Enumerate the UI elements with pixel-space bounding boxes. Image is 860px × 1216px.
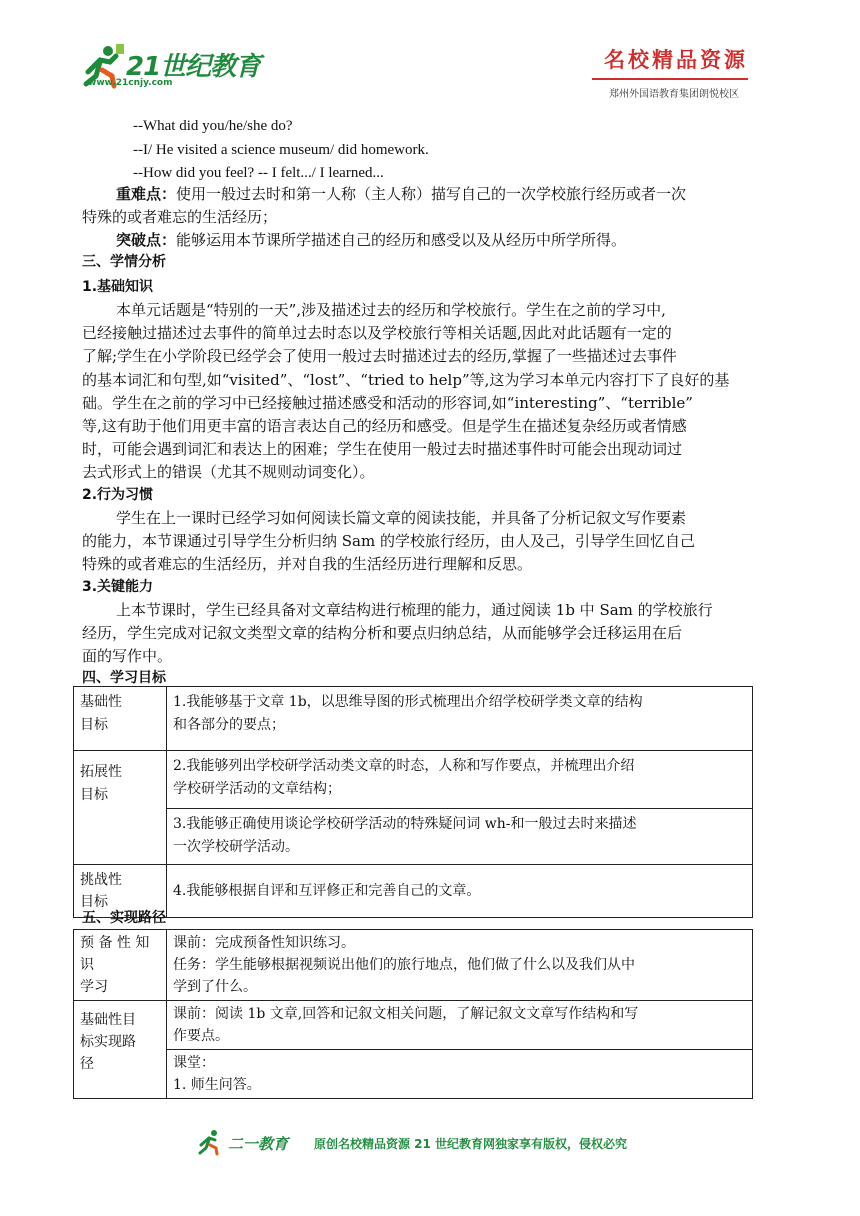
goal-category-cell (74, 687, 167, 751)
para3-line: 经历，学生完成对记叙文类型文章的结构分析和要点归纳总结，从而能够学会迁移运用在后 (82, 624, 683, 642)
para1-line: 了解;学生在小学阶段已经学会了使用一般过去时描述过去的经历,掌握了一些描述过去事件 (82, 347, 677, 365)
learning-goals-table (73, 686, 753, 918)
brand-block (586, 44, 766, 100)
dialogue-line-2: --I/ He visited a science museum/ did homework. (133, 142, 429, 158)
goal-cell (167, 809, 753, 865)
goal-category: 基础性 (80, 694, 122, 710)
path-category: 识 (80, 957, 94, 973)
para1-line: 等,这有助于他们用更丰富的语言表达自己的经历和感受。但是学生在描述复杂经历或者情感 (82, 417, 687, 435)
path-cell (167, 930, 753, 1001)
goal-cell (167, 687, 753, 751)
path-text: 任务：学生能够根据视频说出他们的旅行地点，他们做了什么以及我们从中 (173, 957, 635, 973)
para2-line: 的能力，本节课通过引导学生分析归纳 Sam 的学校旅行经历，由人及己，引导学生回忆自己 (82, 532, 695, 550)
goal-category: 挑战性 (80, 872, 122, 888)
footer-copyright: 原创名校精品资源 21 世纪教育网独家享有版权，侵权必究 (314, 1137, 628, 1151)
runner-logo-icon (196, 1128, 224, 1156)
path-category-cell (74, 1001, 167, 1099)
footer-brand: 二一教育 (228, 1135, 289, 1153)
path-category: 径 (80, 1056, 94, 1072)
path-category: 标实现路 (80, 1034, 136, 1050)
goal-cell (167, 751, 753, 809)
goal-text: 4.我能够根据自评和互评修正和完善自己的文章。 (173, 882, 481, 899)
logo-url: www.21cnjy.com (88, 78, 173, 88)
page-footer (196, 1128, 676, 1158)
site-logo[interactable] (78, 42, 278, 94)
dialogue-line-3: --How did you feel? -- I felt.../ I learned... (133, 165, 384, 181)
breakthrough-points (116, 230, 626, 250)
dialogue-line-1: --What did you/he/she do? (133, 118, 293, 134)
path-text: 学到了什么。 (173, 979, 257, 995)
section-heading-5: 五、实现路径 (82, 910, 166, 926)
section-heading-4: 四、学习目标 (82, 670, 166, 686)
goal-cell (167, 865, 753, 918)
section-heading-3: 三、学情分析 (82, 254, 166, 270)
path-category-cell (74, 930, 167, 1001)
implementation-path-table (73, 929, 753, 1099)
path-text: 课前：完成预备性知识练习。 (173, 935, 355, 951)
path-text: 课堂： (173, 1055, 215, 1071)
key-points-text: 使用一般过去时和第一人称（主人称）描写自己的一次学校旅行经历或者一次 (176, 185, 687, 203)
path-category: 基础性目 (80, 1012, 136, 1028)
goal-text: 学校研学活动的文章结构； (173, 781, 341, 797)
table-row (74, 1050, 753, 1099)
para2-line: 学生在上一课时已经学习如何阅读长篇文章的阅读技能，并具备了分析记叙文写作要素 (116, 509, 687, 527)
para3-line: 面的写作中。 (82, 647, 173, 665)
subheading-key-abilities: 3.关键能力 (82, 579, 154, 595)
table-row (74, 751, 753, 809)
goal-text: 和各部分的要点； (173, 717, 285, 733)
goal-category-cell (74, 751, 167, 865)
subheading-behavior-habits: 2.行为习惯 (82, 487, 154, 503)
table-row (74, 687, 753, 751)
brand-divider (592, 78, 748, 80)
path-cell (167, 1050, 753, 1099)
page-header (0, 0, 860, 110)
key-points-cont: 特殊的或者难忘的生活经历； (82, 208, 278, 226)
key-points (116, 184, 686, 204)
para1-line: 时，可能会遇到词汇和表达上的困难；学生在使用一般过去时描述事件时可能会出现动词过 (82, 440, 683, 458)
para3-line: 上本节课时，学生已经具备对文章结构进行梳理的能力，通过阅读 1b 中 Sam 的学校旅行 (116, 601, 713, 619)
goal-text: 2.我能够列出学校研学活动类文章的时态，人称和写作要点，并梳理出介绍 (173, 758, 635, 774)
table-row (74, 1001, 753, 1050)
brand-title: 名校精品资源 (604, 48, 748, 72)
path-category: 学习 (80, 979, 108, 995)
path-text: 作要点。 (173, 1028, 229, 1044)
table-row (74, 930, 753, 1001)
para1-line: 础。学生在之前的学习中已经接触过描述感受和活动的形容词,如“interesting”、“terrible” (82, 394, 693, 412)
path-text: 课前：阅读 1b 文章,回答和记叙文相关问题，了解记叙文文章写作结构和写 (173, 1006, 639, 1022)
table-row (74, 809, 753, 865)
para1-line: 本单元话题是“特别的一天”,涉及描述过去的经历和学校旅行。学生在之前的学习中, (116, 301, 666, 319)
breakthrough-text: 能够运用本节课所学描述自己的经历和感受以及从经历中所学所得。 (176, 231, 627, 249)
key-points-label: 重难点： (116, 185, 177, 203)
para1-line: 已经接触过描述过去事件的简单过去时态以及学校旅行等相关话题,因此对此话题有一定的 (82, 324, 672, 342)
breakthrough-label: 突破点： (116, 231, 177, 249)
path-cell (167, 1001, 753, 1050)
table-row (74, 865, 753, 918)
path-category: 预 备 性 知 (80, 935, 150, 951)
goal-category: 目标 (80, 894, 108, 910)
goal-text: 1.我能够基于文章 1b，以思维导图的形式梳理出介绍学校研学类文章的结构 (173, 694, 643, 710)
goal-category: 拓展性 (80, 764, 122, 780)
goal-category: 目标 (80, 787, 108, 803)
goal-category: 目标 (80, 717, 108, 733)
para2-line: 特殊的或者难忘的生活经历，并对自我的生活经历进行理解和反思。 (82, 555, 533, 573)
brand-subtitle: 郑州外国语教育集团朗悦校区 (609, 89, 739, 100)
goal-text: 3.我能够正确使用谈论学校研学活动的特殊疑问词 wh-和一般过去时来描述 (173, 816, 637, 832)
goal-text: 一次学校研学活动。 (173, 839, 299, 855)
para1-line: 的基本词汇和句型,如“visited”、“lost”、“tried to help”等,这为学习本单元内容打下了良好的基 (82, 371, 730, 389)
subheading-basic-knowledge: 1.基础知识 (82, 279, 154, 295)
path-text: 1. 师生问答。 (173, 1077, 261, 1093)
para1-line: 去式形式上的错误（尤其不规则动词变化）。 (82, 463, 375, 481)
logo-text: 21世纪教育 (126, 52, 261, 82)
